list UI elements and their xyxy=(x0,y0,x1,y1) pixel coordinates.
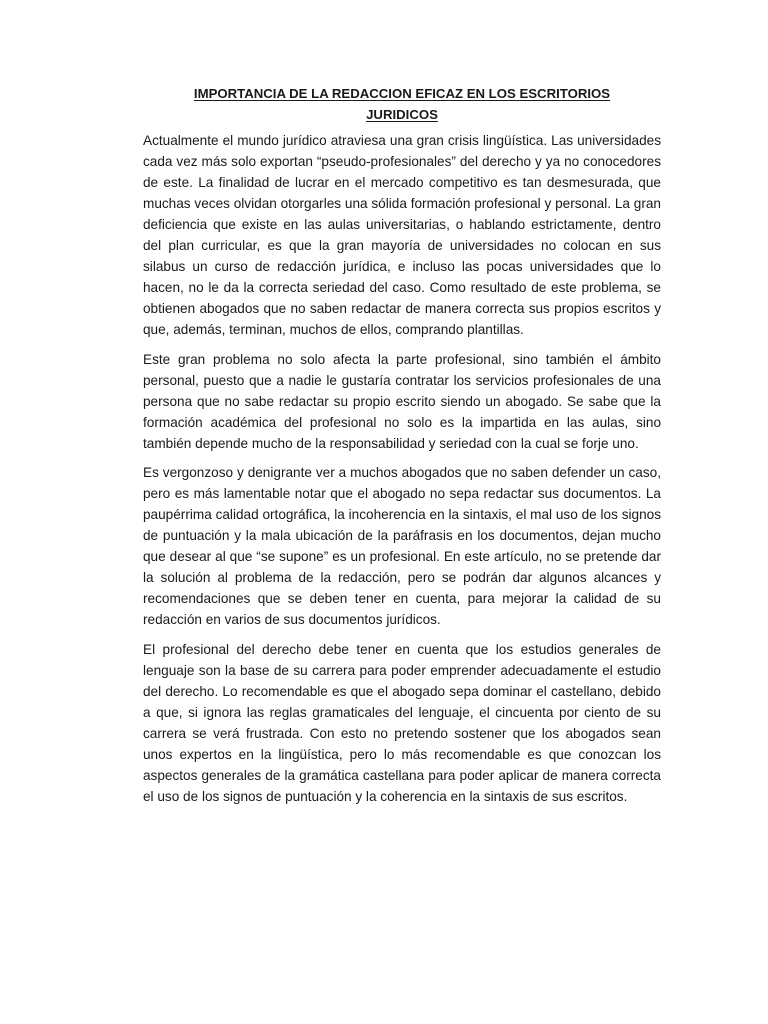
document-body xyxy=(143,83,661,815)
paragraph-3: Es vergonzoso y denigrante ver a muchos abogados que no saben defender un caso, pero es más lamentable notar que el abogado no sepa redactar sus documentos. La paupérrima calidad ortográfica, la incoherencia en la sintaxis, el mal uso de los signos de puntuación y la mala ubicación de la paráfrasis en los documentos, dejan mucho que desear al que “se supone” es un profesional. En este artículo, no se pretende dar la solución al problema de la redacción, pero se podrán dar algunos alcances y recomendaciones que se deben tener en cuenta, para mejorar la calidad de su redacción en varios de sus documentos jurídicos. xyxy=(143,465,661,627)
paragraph-2: Este gran problema no solo afecta la parte profesional, sino también el ámbito personal, puesto que a nadie le gustaría contratar los servicios profesionales de una persona que no sabe redactar su propio escrito siendo un abogado. Se sabe que la formación académica del profesional no solo es la impartida en las aulas, sino también depende mucho de la responsabilidad y seriedad con la cual se forje uno. xyxy=(143,351,661,451)
document-title-line-2: JURIDICOS xyxy=(366,107,438,122)
paragraph-4: El profesional del derecho debe tener en cuenta que los estudios generales de lenguaje son la base de su carrera para poder emprender adecuadamente el estudio del derecho. Lo recomendable es que el abogado sepa dominar el castellano, debido a que, si ignora las reglas gramaticales del lenguaje, el cincuenta por ciento de su carrera se verá frustrada. Con esto no pretendo sostener que los abogados sean unos expertos en la lingüística, pero lo más recomendable es que conozcan los aspectos generales de la gramática castellana para poder aplicar de manera correcta el uso de los signos de puntuación y la coherencia en la sintaxis de sus escritos. xyxy=(143,641,661,804)
document-title xyxy=(143,83,661,125)
paragraph-1: Actualmente el mundo jurídico atraviesa una gran crisis lingüística. Las universidades cada vez más solo exportan “pseudo-profesionales” del derecho y ya no conocedores de este. La finalidad de lucrar en el mercado competitivo es tan desmesurada, que muchas veces olvidan otorgarles una sólida formación profesional y personal. La gran deficiencia que existe en las aulas universitarias, o hablando estrictamente, dentro del plan curricular, es que la gran mayoría de universidades no colocan en sus silabus un curso de redacción jurídica, e incluso las pocas universidades que lo hacen, no le da la correcta seriedad del caso. Como resultado de este problema, se obtienen abogados que no saben redactar de manera correcta sus propios escritos y que, además, terminan, muchos de ellos, comprando plantillas. xyxy=(143,133,661,337)
document-title-line-1: IMPORTANCIA DE LA REDACCION EFICAZ EN LOS ESCRITORIOS xyxy=(193,86,611,101)
